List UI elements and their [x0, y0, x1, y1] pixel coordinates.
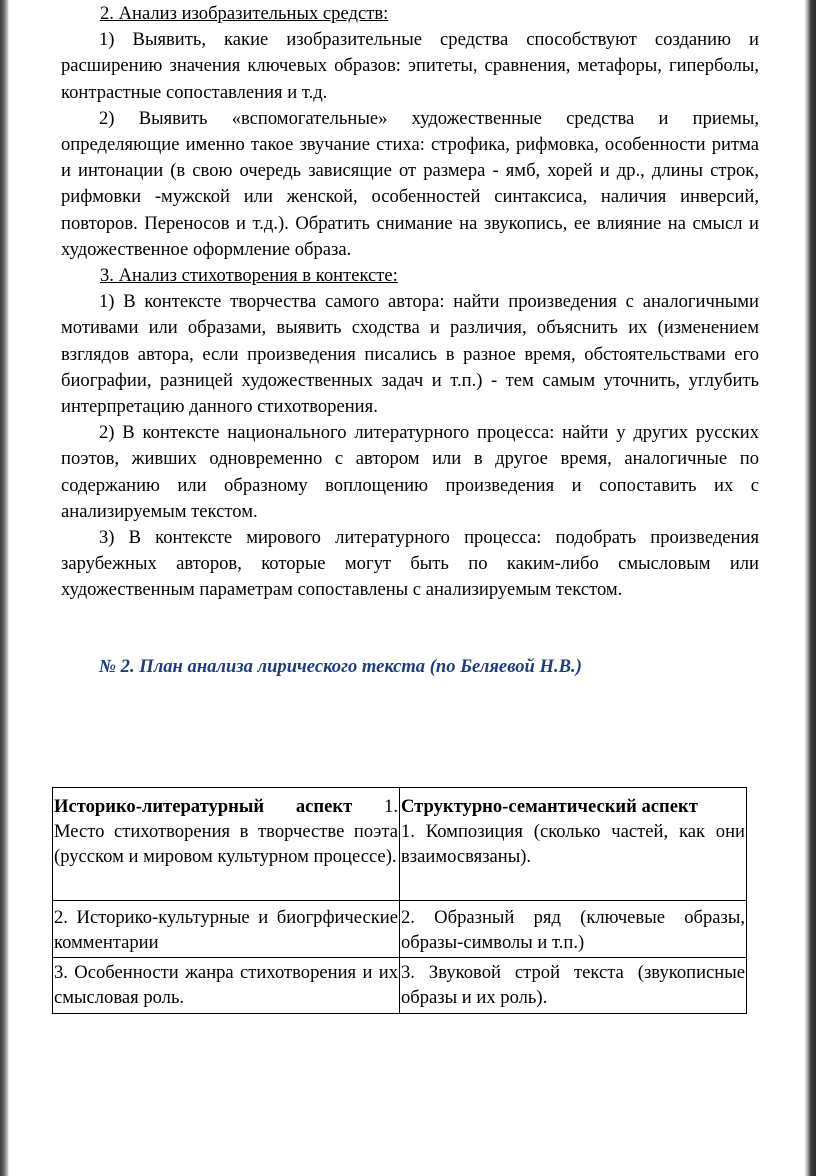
cell-text: 1. Композиция (сколько частей, как они взаимосвязаны). [401, 821, 745, 867]
section-3-item-2: 2) В контексте национального литературного процесса: найти у других русских поэтов, живших одновременно с автором или в другое время, аналогичные по содержанию или образному воплощению произведения и сопоставить их с анализируемым текстом. [61, 422, 759, 522]
cell-text: 1. Место стихотворения в творчестве поэта (русском и мировом культурном процессе). [54, 796, 398, 867]
table-cell: 2. Образный ряд (ключевые образы, образы-символы и т.п.) [400, 901, 747, 958]
section-2-item-2: 2) Выявить «вспомогательные» художественные средства и приемы, определяющие именно такое звучание стиха: строфика, рифмовка, особенности ритма и интонации (в свою очередь зависящие от размера - ямб, хорей и др., длины строк, рифмовки -мужской или женской, особенностей синтаксиса, наличия инверсий, повторов. Переносов и т.д.). Обратить снимание на звукопись, ее влияние на смысл и художественное оформление образа. [61, 107, 759, 260]
plan-table [52, 787, 747, 1014]
cell-heading: Структурно-семантический аспект [401, 796, 698, 817]
section-3-item-1: 1) В контексте творчества самого автора: найти произведения с аналогичными мотивами или образами, выявить сходства и различия, объяснить их (изменением взглядов автора, если произведения писались в разное время, обстоятельствами его биографии, разницей художественных задач и т.п.) - тем самым уточнить, углубить интерпретацию данного стихотворения. [61, 291, 759, 418]
page-right-edge [804, 0, 816, 1176]
table-row [53, 901, 747, 958]
table-row [53, 958, 747, 1014]
document-page [61, 0, 759, 680]
table-cell-structural-aspect [400, 788, 747, 901]
section-2-heading: 2. Анализ изобразительных средств: [100, 3, 389, 24]
page-left-edge [0, 0, 9, 1176]
section-3-item-3: 3) В контексте мирового литературного процесса: подобрать произведения зарубежных авторов, которые могут быть по каким-либо смысловым или художественным параметрам сопоставлены с анализируемым текстом. [61, 527, 759, 601]
table-cell: 3. Звуковой строй текста (звукописные образы и их роль). [400, 958, 747, 1014]
table-cell: 3. Особенности жанра стихотворения и их смысловая роль. [53, 958, 400, 1014]
table-cell: 2. Историко-культурные и биогрфические комментарии [53, 901, 400, 958]
plan-title: № 2. План анализа лирического текста (по Беляевой Н.В.) [99, 655, 582, 677]
section-3-heading: 3. Анализ стихотворения в контексте: [100, 265, 398, 287]
table-row [53, 788, 747, 901]
section-2-item-1: 1) Выявить, какие изобразительные средства способствуют созданию и расширению значения ключевых образов: эпитеты, сравнения, метафоры, гиперболы, контрастные сопоставления и т.д. [61, 29, 759, 103]
cell-heading: Историко-литературный аспект [54, 796, 353, 817]
table-cell-historical-aspect [53, 788, 400, 901]
